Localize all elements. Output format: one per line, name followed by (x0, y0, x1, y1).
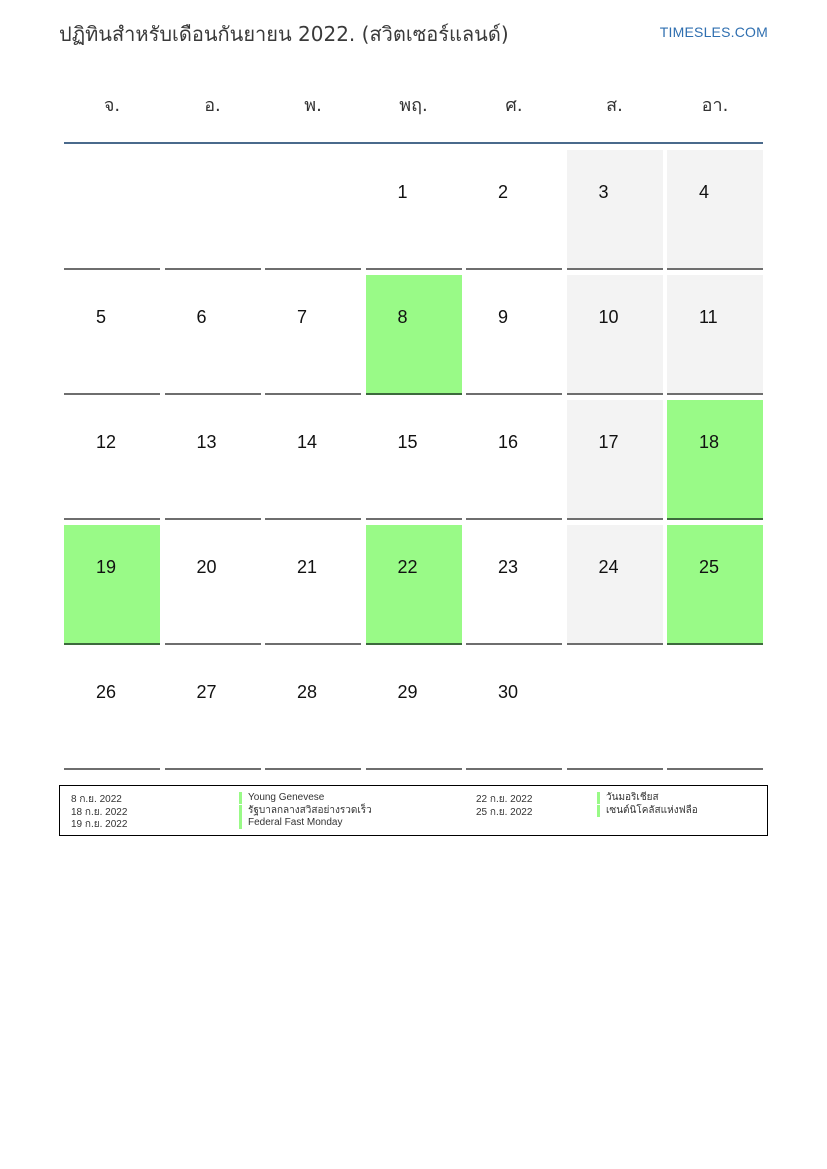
day-number: 24 (598, 557, 619, 577)
day-cell[interactable] (165, 275, 261, 395)
site-brand-link[interactable]: TIMESLES.COM (659, 24, 768, 40)
day-number: 18 (699, 432, 720, 452)
day-cell[interactable] (265, 525, 361, 645)
empty-day-cell (265, 150, 361, 270)
day-cell[interactable] (466, 150, 562, 270)
day-number: 10 (598, 307, 619, 327)
day-number: 27 (196, 682, 217, 702)
day-cell[interactable] (64, 525, 160, 645)
page-title: ปฏิทินสำหรับเดือนกันยายน 2022. (สวิตเซอร์แลนด์) (59, 22, 509, 46)
day-number: 1 (397, 182, 408, 202)
holiday-date: 8 ก.ย. 2022 (71, 794, 122, 805)
day-number: 30 (498, 682, 519, 702)
day-number: 6 (196, 307, 207, 327)
holiday-date: 19 ก.ย. 2022 (71, 819, 128, 830)
day-cell[interactable] (667, 525, 763, 645)
day-number: 22 (397, 557, 418, 577)
day-cell[interactable] (265, 400, 361, 520)
empty-day-cell (567, 650, 663, 770)
holiday-date: 22 ก.ย. 2022 (476, 794, 533, 805)
empty-day-cell (667, 650, 763, 770)
day-cell[interactable] (265, 275, 361, 395)
header-divider (64, 142, 763, 144)
day-number: 29 (397, 682, 418, 702)
weekday-header-row (64, 90, 763, 120)
day-cell[interactable] (366, 650, 462, 770)
day-cell[interactable] (567, 275, 663, 395)
holiday-legend (59, 785, 768, 836)
day-number: 26 (96, 682, 117, 702)
weekday-label: พฤ. (399, 95, 428, 116)
day-cell[interactable] (667, 150, 763, 270)
day-cell[interactable] (165, 650, 261, 770)
day-cell[interactable] (165, 525, 261, 645)
holiday-date: 18 ก.ย. 2022 (71, 807, 128, 818)
day-number: 12 (96, 432, 117, 452)
day-cell[interactable] (366, 275, 462, 395)
empty-day-cell (165, 150, 261, 270)
day-cell[interactable] (165, 400, 261, 520)
day-cell[interactable] (567, 400, 663, 520)
day-number: 9 (498, 307, 509, 327)
day-number: 16 (498, 432, 519, 452)
day-number: 5 (96, 307, 107, 327)
day-cell[interactable] (466, 525, 562, 645)
day-cell[interactable] (366, 150, 462, 270)
weekday-label: พ. (304, 95, 322, 116)
holiday-name: รัฐบาลกลางสวิสอย่างรวดเร็ว (239, 805, 372, 817)
day-cell[interactable] (466, 400, 562, 520)
holiday-date: 25 ก.ย. 2022 (476, 807, 533, 818)
weekday-label: อา. (701, 95, 729, 116)
day-cell[interactable] (366, 525, 462, 645)
day-number: 21 (297, 557, 318, 577)
day-cell[interactable] (667, 400, 763, 520)
day-cell[interactable] (667, 275, 763, 395)
holiday-name: Federal Fast Monday (239, 817, 343, 829)
day-number: 4 (699, 182, 710, 202)
day-number: 14 (297, 432, 318, 452)
day-number: 17 (598, 432, 619, 452)
weekday-label: อ. (204, 95, 221, 116)
day-number: 25 (699, 557, 720, 577)
day-cell[interactable] (366, 400, 462, 520)
day-number: 8 (397, 307, 408, 327)
day-number: 7 (297, 307, 308, 327)
day-number: 23 (498, 557, 519, 577)
day-number: 3 (598, 182, 609, 202)
day-cell[interactable] (567, 525, 663, 645)
day-cell[interactable] (265, 650, 361, 770)
weekday-label: จ. (103, 95, 121, 116)
day-number: 28 (297, 682, 318, 702)
day-number: 19 (96, 557, 117, 577)
day-number: 11 (699, 307, 718, 327)
day-number: 2 (498, 182, 509, 202)
weekday-label: ศ. (505, 95, 523, 116)
day-number: 20 (196, 557, 217, 577)
day-cell[interactable] (466, 275, 562, 395)
day-cell[interactable] (64, 650, 160, 770)
weekday-label: ส. (606, 95, 623, 116)
empty-day-cell (64, 150, 160, 270)
day-cell[interactable] (64, 400, 160, 520)
day-cell[interactable] (64, 275, 160, 395)
day-number: 13 (196, 432, 217, 452)
day-cell[interactable] (567, 150, 663, 270)
holiday-name: Young Genevese (239, 792, 324, 804)
holiday-name: วันมอริเชียส (597, 792, 659, 804)
holiday-name: เซนต์นิโคลัสแห่งฟลือ (597, 805, 698, 817)
day-number: 15 (397, 432, 418, 452)
day-cell[interactable] (466, 650, 562, 770)
